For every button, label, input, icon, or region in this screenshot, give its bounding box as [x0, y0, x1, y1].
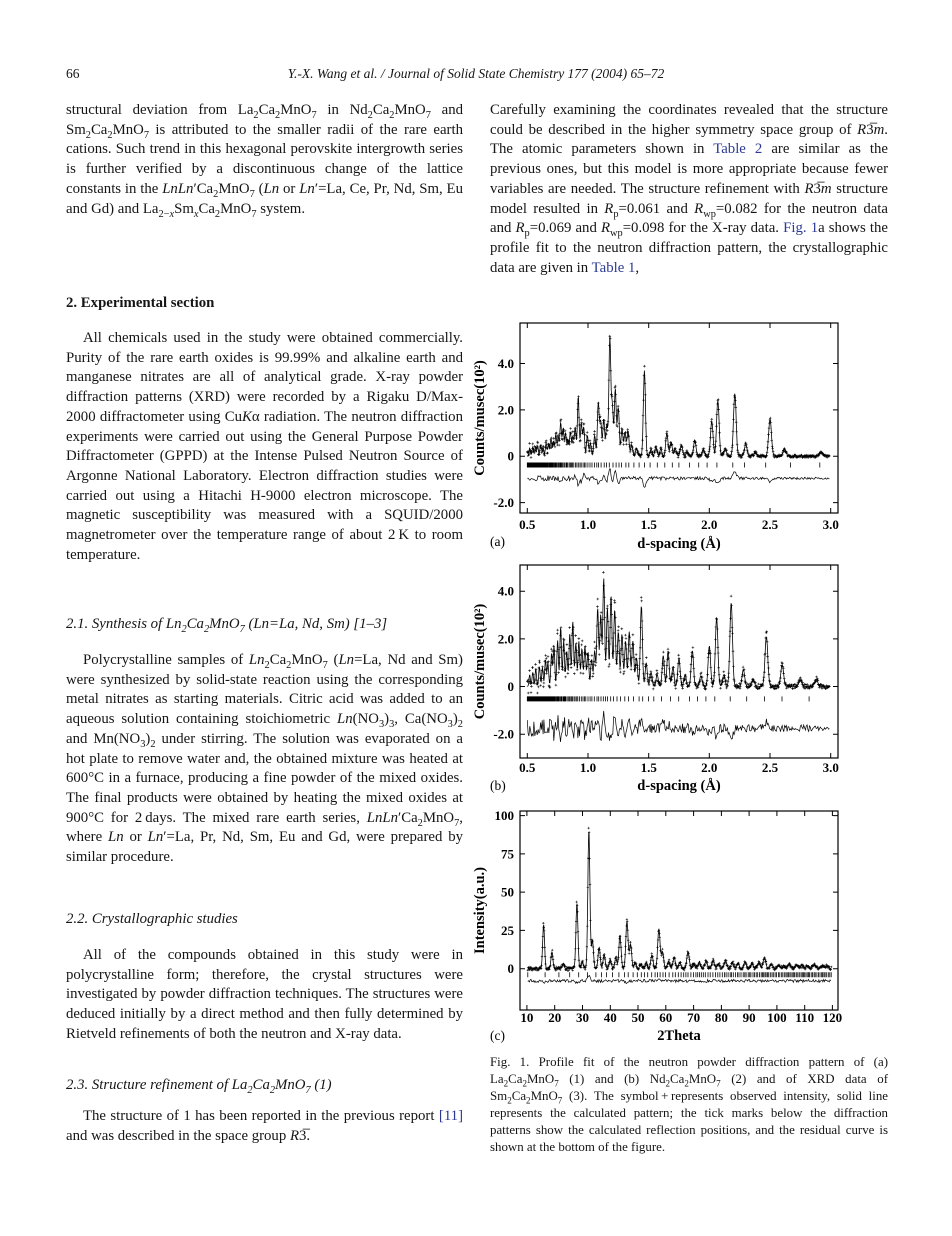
x-axis-label: d-spacing (Å)	[637, 778, 721, 794]
y-tick-label: 0	[507, 448, 514, 464]
chart-b-neutron-pattern	[468, 556, 848, 802]
table-2-link[interactable]: Table 2	[713, 141, 763, 158]
x-tick-label: 110	[795, 1010, 815, 1025]
x-tick-label: 0.5	[519, 517, 536, 532]
x-tick-label: 90	[742, 1010, 756, 1025]
y-axis-label: Counts/musec(10²)	[472, 603, 488, 720]
x-tick-label: 120	[822, 1010, 843, 1025]
panel-label: (b)	[490, 778, 506, 793]
residual-curve	[527, 711, 829, 742]
y-tick-label: 0	[507, 961, 514, 977]
observed-points	[526, 571, 831, 694]
opening-paragraph: Carefully examining the coordinates revealed that the structure could be described in the higher symmetry space group of R3̅m. The atomic parameters shown in Table 2 are similar as the previous ones, but this model is more appropriate because fewer variables are needed. The structure refinement with R3̅m structure model resulted in $R_p=0.061$ and $R_{wp}=0.082$ for the neutron data and $R_p=0.069$ and $R_{wp}=0.098$ for the X-ray data. Fig. 1a shows the profile fit to the neutron diffraction pattern, the crystallographic data are given in Table 1,	[490, 102, 889, 276]
figure-1-caption: Fig. 1. Profile fit of the neutron powder diffraction pattern of (a) $La_2Ca_2MnO_7$ (1) and (b) $Nd_2Ca_2MnO_7$ (2) and of XRD data of $Sm_2Ca_2MnO_7$ (3). The symbol + represents observed intensity, solid line represents the calculated pattern; the tick marks below the diffraction patterns show the calculated reflection positions, and the residual curve is shown at the bottom of the figure.	[490, 1055, 888, 1154]
y-tick-label: 50	[501, 884, 514, 900]
x-tick-label: 2.0	[701, 760, 718, 775]
x-axis-label: d-spacing (Å)	[637, 536, 721, 552]
axis-ticks	[520, 323, 838, 513]
synthesis-paragraph: Polycrystalline samples of $Ln_2Ca_2MnO_7$ (Ln=La, Nd and Sm) were synthesized by solid-state reaction using the corresponding metal nitrates as starting materials. Citric acid was added to an aqueous solution containing stoichiometric $Ln(NO_3)_3$, $Ca(NO_3)_2$ and $Mn(NO_3)_2$ under stirring. The solution was evaporated on a hot plate to remove water and, the obtained mixture was heated at 600°C in a furnace, producing a fine powder of the mixed oxides. The final products were obtained by heating the mixed oxides at 900°C for 2 days. The mixed rare earth series, $LnLn'Ca_2MnO_7$, where Ln or Ln′=La, Pr, Nd, Sm, Eu and Gd, were prepared by similar procedure.	[66, 652, 463, 866]
crystallographic-paragraph: All of the compounds obtained in this study were in polycrystalline form; therefore, the crystal structures were investigated by powder diffraction techniques. The structures were deduced initially by a direct method and then fully determined by Rietveld refinements of both the neutron and X-ray data.	[66, 947, 463, 1042]
intro-paragraph: structural deviation from $La_2Ca_2MnO_7$ in $Nd_2Ca_2MnO_7$ and $Sm_2Ca_2MnO_7$ is attributed to the smaller radii of the rare earth cations. Such trend in this hexagonal perovskite intergrowth series is further verified by a discontinuous change of the lattice constants in the $LnLn'Ca_2MnO_7$ (Ln or Ln′=La, Ce, Pr, Nd, Sm, Eu and Gd) and $La_{2-x}Sm_xCa_2MnO_7$ system.	[66, 102, 463, 220]
x-tick-label: 50	[631, 1010, 645, 1025]
chart-c-xrd-pattern	[468, 804, 848, 1048]
chart-a-neutron-pattern	[468, 315, 848, 555]
experimental-paragraph: All chemicals used in the study were obtained commercially. Purity of the rare earth oxides is 99.99% and alkaline earth and manganese nitrates are all of analytical grade. X-ray powder diffraction patterns (XRD) were recorded by a Rigaku D/Max-2000 diffractometer using CuKα radiation. The neutron diffraction experiments were carried out using the General Purpose Powder Diffractometer (GPPD) at the Intense Pulsed Neutron Source of Argonne National Laboratory. Electron diffraction studies were carried out using a Hitachi H-9000 electron microscope. The magnetic susceptibility was measured with a SQUID/2000 magnetrometer over the temperature range of about 2 K to room temperature.	[66, 330, 463, 563]
y-tick-label: -2.0	[493, 726, 514, 742]
fig-1-link[interactable]: Fig. 1	[783, 220, 819, 237]
y-axis-label: Counts/musec(10²)	[472, 360, 488, 476]
x-tick-label: 1.5	[640, 517, 657, 532]
x-tick-label: 70	[687, 1010, 701, 1025]
section-2-heading: 2. Experimental section	[66, 295, 215, 311]
y-tick-label: 0	[507, 679, 514, 694]
x-tick-label: 2.5	[761, 517, 779, 532]
y-tick-label: 100	[494, 808, 514, 824]
section-2-3-heading: 2.3. Structure refinement of $La_2Ca_2MnO_7$ (1)	[66, 1077, 332, 1096]
plot-frame	[520, 323, 838, 513]
page-number: 66	[66, 66, 80, 81]
section-2-2-heading: 2.2. Crystallographic studies	[66, 911, 238, 927]
table-1-link[interactable]: Table 1	[591, 259, 636, 276]
y-tick-label: 75	[501, 846, 514, 862]
reflection-tick-marks	[527, 696, 809, 701]
x-tick-label: 10	[520, 1010, 534, 1025]
x-tick-label: 3.0	[822, 517, 839, 532]
reflection-tick-marks	[528, 972, 831, 977]
y-tick-label: 25	[501, 922, 514, 938]
x-tick-label: 0.5	[519, 760, 536, 775]
panel-label: (a)	[490, 534, 505, 549]
x-tick-label: 20	[548, 1010, 562, 1025]
x-tick-label: 3.0	[822, 760, 839, 775]
reflection-tick-marks	[527, 463, 820, 468]
observed-points	[527, 827, 833, 972]
x-tick-label: 100	[767, 1010, 787, 1025]
x-tick-label: 2.0	[701, 517, 718, 532]
y-tick-label: 2.0	[497, 631, 514, 647]
y-tick-label: 2.0	[497, 402, 514, 418]
x-axis-label: 2Theta	[657, 1028, 701, 1044]
ref-11-link[interactable]: [11]	[438, 1108, 463, 1124]
running-title: Y.-X. Wang et al. / Journal of Solid State Chemistry 177 (2004) 65–72	[287, 66, 665, 81]
section-2-1-heading: 2.1. Synthesis of $Ln_2Ca_2MnO_7$ (Ln=La, Nd, Sm) [1–3]	[66, 616, 388, 635]
y-tick-label: -2.0	[493, 495, 514, 511]
y-axis-label: Intensity(a.u.)	[472, 866, 488, 955]
calculated-line	[528, 833, 832, 969]
y-tick-label: 4.0	[497, 583, 514, 599]
x-tick-label: 40	[603, 1010, 617, 1025]
calculated-line	[527, 336, 829, 456]
x-tick-label: 1.0	[579, 760, 597, 775]
x-tick-label: 80	[714, 1010, 728, 1025]
y-tick-label: 4.0	[497, 356, 514, 371]
calculated-line	[527, 579, 829, 687]
x-tick-label: 2.5	[761, 760, 779, 775]
residual-curve	[527, 469, 829, 487]
panel-label: (c)	[490, 1028, 505, 1043]
refinement-paragraph: The structure of 1 has been reported in the previous report [11] and was described in the space group R3̅.	[66, 1108, 463, 1144]
x-tick-label: 60	[659, 1010, 673, 1025]
x-tick-label: 1.0	[579, 517, 597, 532]
x-tick-label: 1.5	[640, 760, 657, 775]
residual-curve	[528, 975, 831, 983]
x-tick-label: 30	[576, 1010, 589, 1025]
